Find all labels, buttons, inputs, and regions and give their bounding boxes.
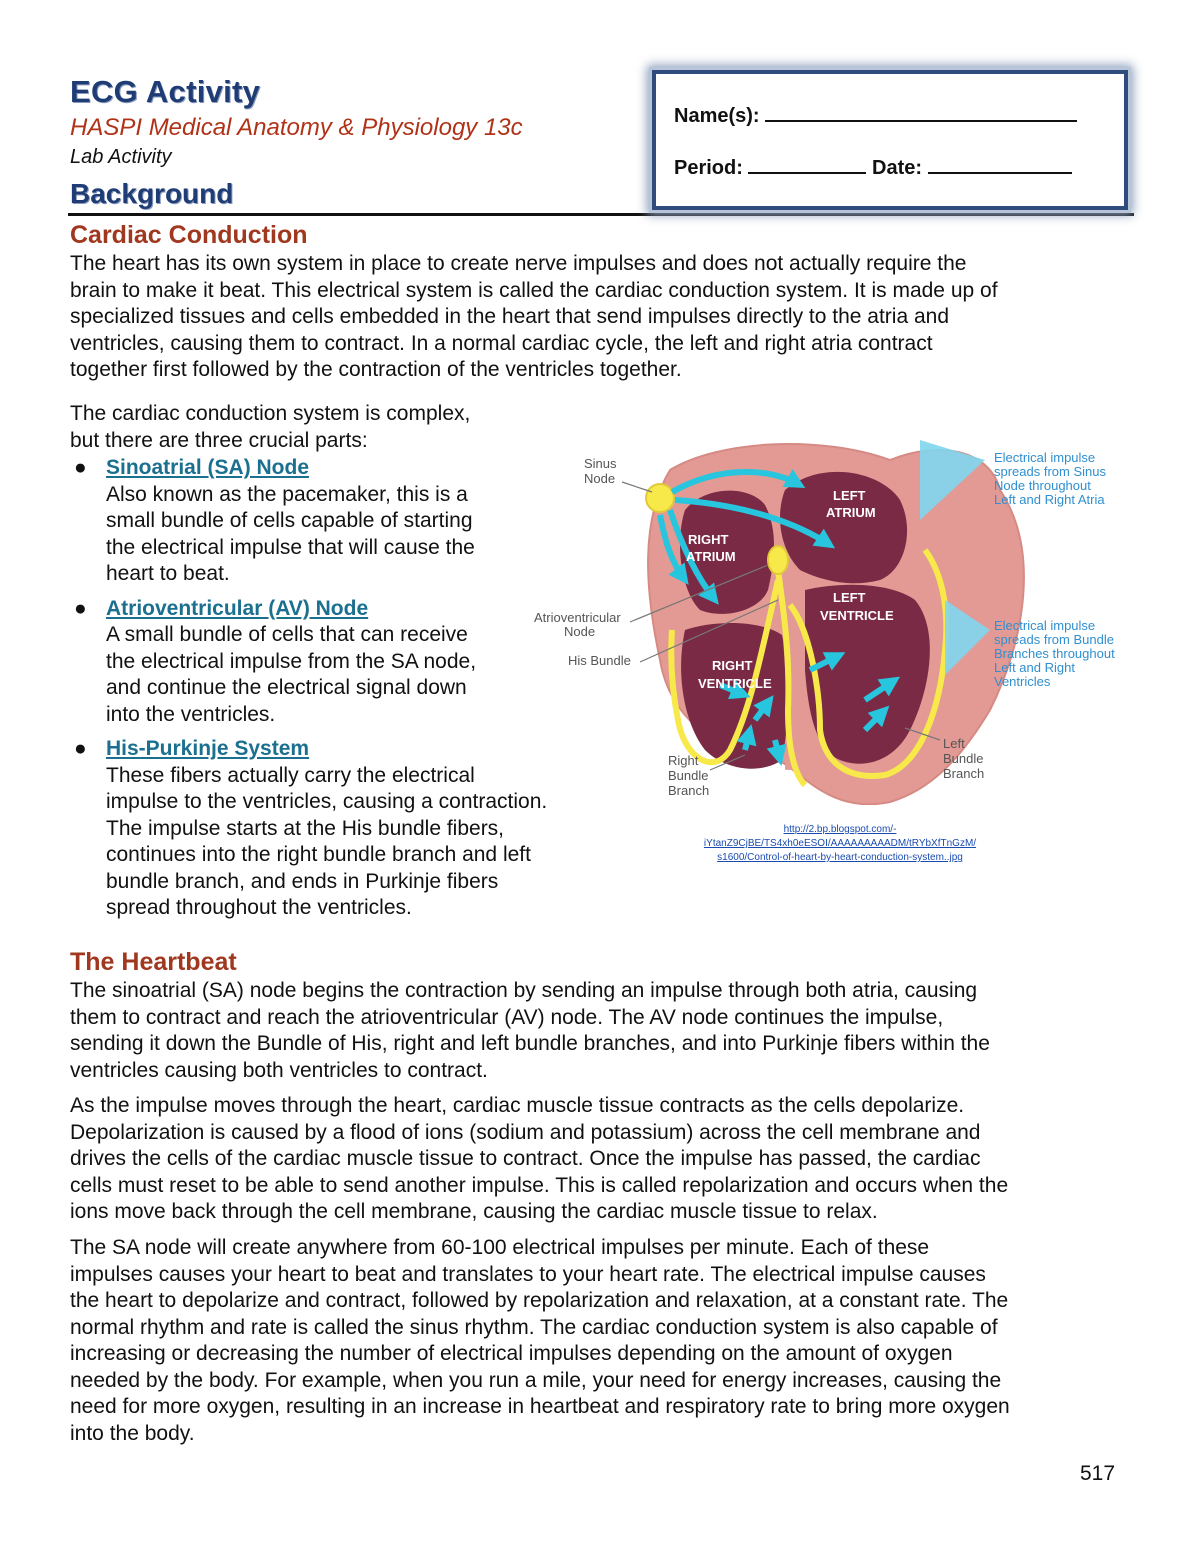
ventricle-callout-text: Branches throughout xyxy=(994,646,1115,661)
text-line: and continue the electrical signal down xyxy=(106,676,467,699)
heartbeat-paragraph-3 xyxy=(70,1235,1010,1447)
text-line: A small bundle of cells that can receive xyxy=(106,623,468,646)
text-line: needed by the body. For example, when you run a mile, your need for energy increases, causing the xyxy=(70,1368,1002,1392)
ventricle-callout-text: Electrical impulse xyxy=(994,618,1096,633)
text-line: drives the cells of the cardiac muscle tissue to contract. Once the impulse has passed, the cardiac xyxy=(70,1147,981,1170)
date-label: Date: xyxy=(872,157,923,179)
text-line: increasing or decreasing the number of electrical impulses depending on the amount of oxygen xyxy=(70,1342,953,1365)
his-bundle-label: His Bundle xyxy=(568,653,631,668)
right-bundle-branch-label: Bundle xyxy=(668,768,709,783)
names-field[interactable] xyxy=(674,102,1077,128)
text-line: impulse to the ventricles, causing a contraction. xyxy=(106,790,548,813)
text-line: continues into the right bundle branch and left xyxy=(106,843,531,866)
text-line: small bundle of cells capable of starting xyxy=(106,509,473,532)
text-line: the heart to depolarize and contract, followed by repolarization and relaxation, at a constant rate. The xyxy=(70,1289,1009,1312)
names-blank[interactable] xyxy=(765,102,1077,122)
conduction-intro xyxy=(70,401,470,454)
sinus-node-label: Sinus xyxy=(584,456,617,471)
url-line[interactable]: s1600/Control-of-heart-by-heart-conduction-system..jpg xyxy=(717,852,963,863)
ventricle-callout-text: Left and Right xyxy=(994,660,1075,675)
heartbeat-heading: The Heartbeat xyxy=(70,948,237,976)
url-line[interactable]: http://2.bp.blogspot.com/- xyxy=(783,824,897,835)
heart-conduction-diagram xyxy=(520,430,1140,805)
text-line: the electrical impulse that will cause the xyxy=(106,535,475,559)
text-line: The cardiac conduction system is complex, xyxy=(70,402,471,425)
text-line: Also known as the pacemaker, this is a xyxy=(106,482,468,506)
atria-callout-text: spreads from Sinus xyxy=(994,464,1106,479)
text-line: them to contract and reach the atrioventricular (AV) node. The AV node continues the impulse, xyxy=(70,1005,944,1029)
text-line: The heart has its own system in place to create nerve impulses and does not actually require the xyxy=(70,252,967,275)
figure-source-link[interactable] xyxy=(660,823,1020,865)
right-bundle-branch-label: Right xyxy=(668,753,699,768)
left-ventricle-label: LEFT xyxy=(833,590,866,605)
ventricle-callout-text: spreads from Bundle xyxy=(994,632,1114,647)
right-ventricle-label: RIGHT xyxy=(712,658,753,673)
ventricle-callout-text: Ventricles xyxy=(994,674,1051,689)
atria-callout-text: Node throughout xyxy=(994,478,1091,493)
right-bundle-branch-label: Branch xyxy=(668,783,710,798)
url-line[interactable]: iYtanZ9CjBE/TS4xh0eESOI/AAAAAAAAADM/tRYbXfTnGzM/ xyxy=(703,838,977,849)
left-bundle-branch-label: Bundle xyxy=(943,751,984,766)
text-line: normal rhythm and rate is called the sinus rhythm. The cardiac conduction system is also capable of xyxy=(70,1315,998,1339)
course-subtitle: HASPI Medical Anatomy & Physiology 13c xyxy=(70,114,523,141)
text-line: into the body. xyxy=(70,1421,195,1445)
text-line: Depolarization is caused by a flood of ions (sodium and potassium) across the cell membrane and xyxy=(70,1120,981,1144)
text-line: need for more oxygen, resulting in an increase in heartbeat and respiratory rate to bring more oxygen xyxy=(70,1395,1010,1418)
sa-node xyxy=(646,484,674,512)
period-blank[interactable] xyxy=(748,154,866,174)
av-node xyxy=(768,546,788,574)
bullet-icon: ● xyxy=(74,456,87,479)
text-line: but there are three crucial parts: xyxy=(70,428,368,452)
background-heading: Background xyxy=(70,178,234,209)
text-line: bundle branch, and ends in Purkinje fibers xyxy=(106,869,499,893)
atria-callout-text: Electrical impulse xyxy=(994,450,1096,465)
cardiac-conduction-heading: Cardiac Conduction xyxy=(70,221,308,249)
text-line: specialized tissues and cells embedded in the heart that send impulses directly to the atria and xyxy=(70,305,950,328)
av-node-label: Atrioventricular xyxy=(534,610,621,625)
his-purkinje-link[interactable]: His-Purkinje System xyxy=(106,737,310,760)
header-rule xyxy=(68,213,1134,216)
page-number: 517 xyxy=(1080,1462,1116,1485)
text-line: ions move back through the cell membrane, causing the cardiac muscle tissue to relax. xyxy=(70,1200,878,1223)
text-line: spread throughout the ventricles. xyxy=(106,896,412,919)
heartbeat-paragraph-1 xyxy=(70,978,990,1084)
date-blank[interactable] xyxy=(928,154,1072,174)
text-line: These fibers actually carry the electrical xyxy=(106,763,475,787)
student-info-box xyxy=(652,70,1128,210)
text-line: cells must reset to be able to send another impulse. This is called repolarization and occurs when the xyxy=(70,1173,1009,1197)
av-node-link[interactable]: Atrioventricular (AV) Node xyxy=(106,596,369,620)
left-ventricle-label: VENTRICLE xyxy=(820,608,894,623)
bullet-icon: ● xyxy=(74,596,87,620)
text-line: impulses causes your heart to beat and translates to your heart rate. The electrical impulse causes xyxy=(70,1262,986,1286)
text-line: As the impulse moves through the heart, cardiac muscle tissue contracts as the cells depolarize. xyxy=(70,1094,965,1117)
document-title: ECG Activity xyxy=(70,74,261,109)
lab-activity-label: Lab Activity xyxy=(70,146,172,168)
right-atrium-label: ATRIUM xyxy=(686,549,736,564)
text-line: ventricles, causing them to contract. In a normal cardiac cycle, the left and right atria contract xyxy=(70,331,933,355)
text-line: the electrical impulse from the SA node, xyxy=(106,649,477,673)
text-line: heart to beat. xyxy=(106,562,230,585)
sinus-node-label: Node xyxy=(584,471,616,486)
left-atrium-label: ATRIUM xyxy=(826,505,876,520)
text-line: The impulse starts at the His bundle fibers, xyxy=(106,816,505,840)
text-line: brain to make it beat. This electrical system is called the cardiac conduction system. It is made up of xyxy=(70,278,998,302)
text-line: ventricles causing both ventricles to contract. xyxy=(70,1058,488,1082)
heartbeat-paragraph-2 xyxy=(70,1093,1008,1226)
left-bundle-branch-label: Branch xyxy=(943,766,985,781)
names-label: Name(s): xyxy=(674,105,760,127)
left-bundle-branch-label: Left xyxy=(943,736,965,751)
text-line: sending it down the Bundle of His, right and left bundle branches, and into Purkinje fibers within the xyxy=(70,1032,990,1055)
bullet-icon: ● xyxy=(74,737,87,760)
period-label: Period: xyxy=(674,157,743,179)
sinus-node-pointer xyxy=(622,482,652,492)
av-node-label: Node xyxy=(564,624,596,639)
text-line: together first followed by the contraction of the ventricles together. xyxy=(70,358,682,381)
cardiac-conduction-paragraph xyxy=(70,251,998,384)
atria-callout-text: Left and Right Atria xyxy=(994,492,1105,507)
sa-node-link[interactable]: Sinoatrial (SA) Node xyxy=(106,456,310,479)
text-line: The sinoatrial (SA) node begins the contraction by sending an impulse through both atria, causing xyxy=(70,979,978,1002)
right-atrium-label: RIGHT xyxy=(688,532,729,547)
period-date-field xyxy=(674,154,1072,180)
text-line: The SA node will create anywhere from 60-100 electrical impulses per minute. Each of these xyxy=(70,1236,930,1259)
left-atrium-label: LEFT xyxy=(833,488,866,503)
right-ventricle-label: VENTRICLE xyxy=(698,676,772,691)
text-line: into the ventricles. xyxy=(106,702,276,726)
